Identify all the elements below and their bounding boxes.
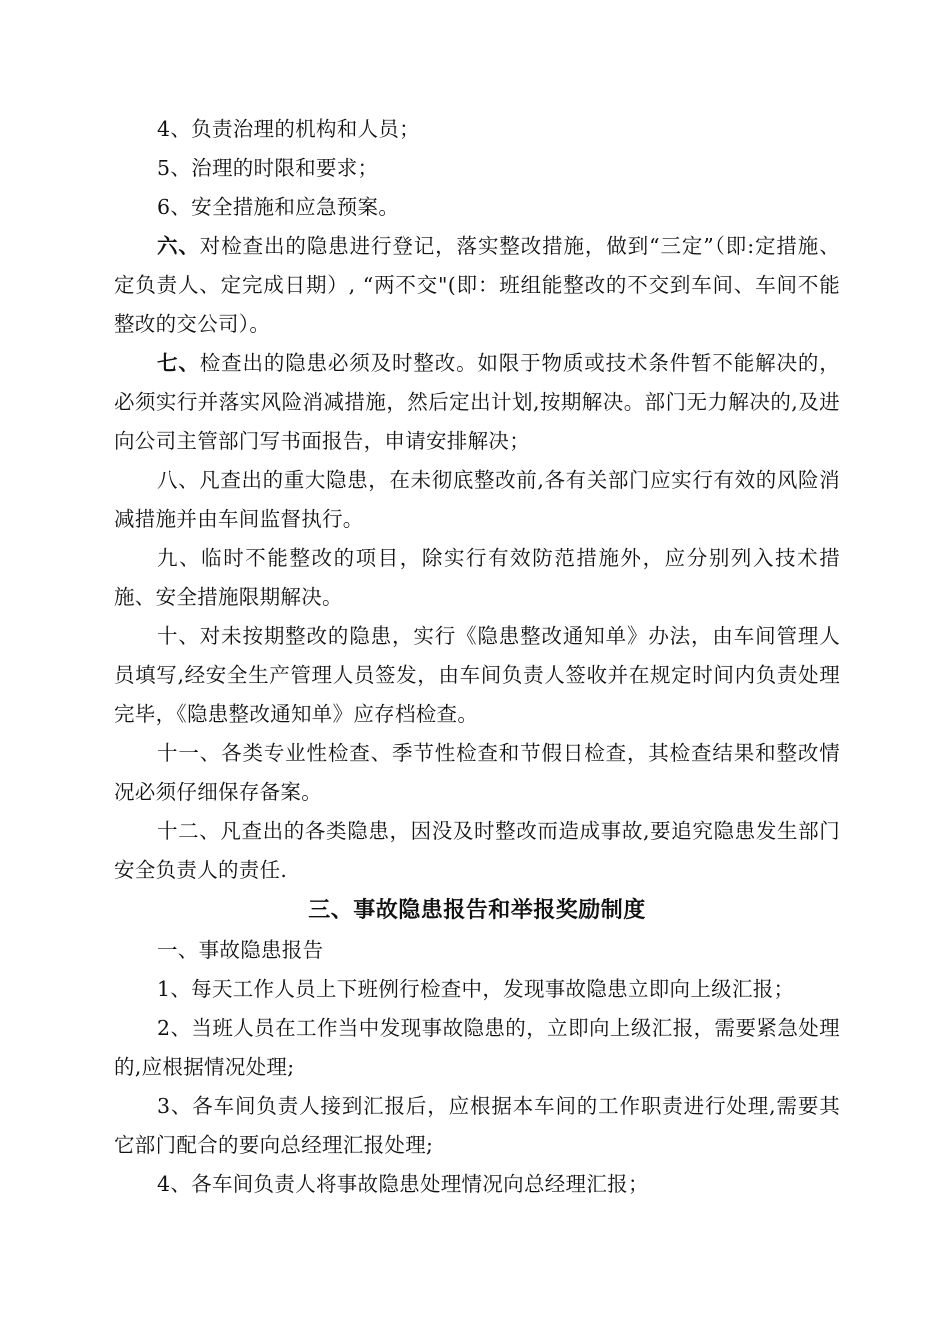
rule-number: 七、 <box>157 351 200 375</box>
rule-text: 临时不能整改的项目，除实行有效防范措施外，应分别列入技术措施、安全措施限期解决。 <box>114 546 840 609</box>
rule-text: 检查出的隐患必须及时整改。如限于物质或技术条件暂不能解决的，必须实行并落实风险消减措施，然后定出计划,按期解决。部门无力解决的,及进向公司主管部门写书面报告，申请安排解决； <box>114 351 841 453</box>
rule-text: 对检查出的隐患进行登记，落实整改措施，做到“三定”（即:定措施、定负责人、定完成日期）, “两不交"(即：班组能整改的不交到车间、车间不能整改的交公司）。 <box>114 234 840 336</box>
rule-number: 十、 <box>157 624 200 648</box>
rule-paragraph-9 <box>114 539 840 617</box>
rule-number: 十一、 <box>157 741 222 765</box>
list-item: 3、各车间负责人接到汇报后，应根据本车间的工作职责进行处理,需要其它部门配合的要向总经理汇报处理; <box>114 1094 840 1157</box>
list-item: 6、安全措施和应急预案。 <box>157 195 400 219</box>
rule-number: 六、 <box>157 234 200 258</box>
section-title: 三、事故隐患报告和举报奖励制度 <box>308 898 646 923</box>
rule-paragraph-6 <box>114 227 840 344</box>
list-item: 4、负责治理的机构和人员； <box>157 117 420 141</box>
rule-number: 八、 <box>157 468 200 492</box>
list-item: 4、各车间负责人将事故隐患处理情况向总经理汇报； <box>157 1172 649 1196</box>
rule-paragraph-10 <box>114 617 840 734</box>
document-page <box>114 110 840 1204</box>
rule-text: 对未按期整改的隐患，实行《隐患整改通知单》办法，由车间管理人员填写,经安全生产管理人员签发，由车间负责人签收并在规定时间内负责处理完毕，《隐患整改通知单》应存档检查。 <box>114 624 841 726</box>
list-item: 2、当班人员在工作当中发现事故隐患的，立即向上级汇报，需要紧急处理的,应根据情况处理; <box>114 1016 840 1079</box>
rule-paragraph-8 <box>114 461 840 539</box>
rule-paragraph-7 <box>114 344 840 461</box>
rule-text: 凡查出的重大隐患，在未彻底整改前,各有关部门应实行有效的风险消减措施并由车间监督执行。 <box>114 468 840 531</box>
rule-number: 十二、 <box>157 819 221 843</box>
rule-number: 九、 <box>157 546 202 570</box>
list-item: 1、每天工作人员上下班例行检查中，发现事故隐患立即向上级汇报； <box>157 977 795 1001</box>
list-item: 5、治理的时限和要求； <box>157 156 379 180</box>
rule-text: 凡查出的各类隐患，因没及时整改而造成事故,要追究隐患发生部门安全负责人的责任. <box>114 819 841 882</box>
rule-paragraph-11 <box>114 734 840 812</box>
subheading: 一、事故隐患报告 <box>157 938 324 962</box>
rule-paragraph-12 <box>114 812 840 890</box>
rule-text: 各类专业性检查、季节性检查和节假日检查，其检查结果和整改情况必须仔细保存备案。 <box>114 741 840 804</box>
